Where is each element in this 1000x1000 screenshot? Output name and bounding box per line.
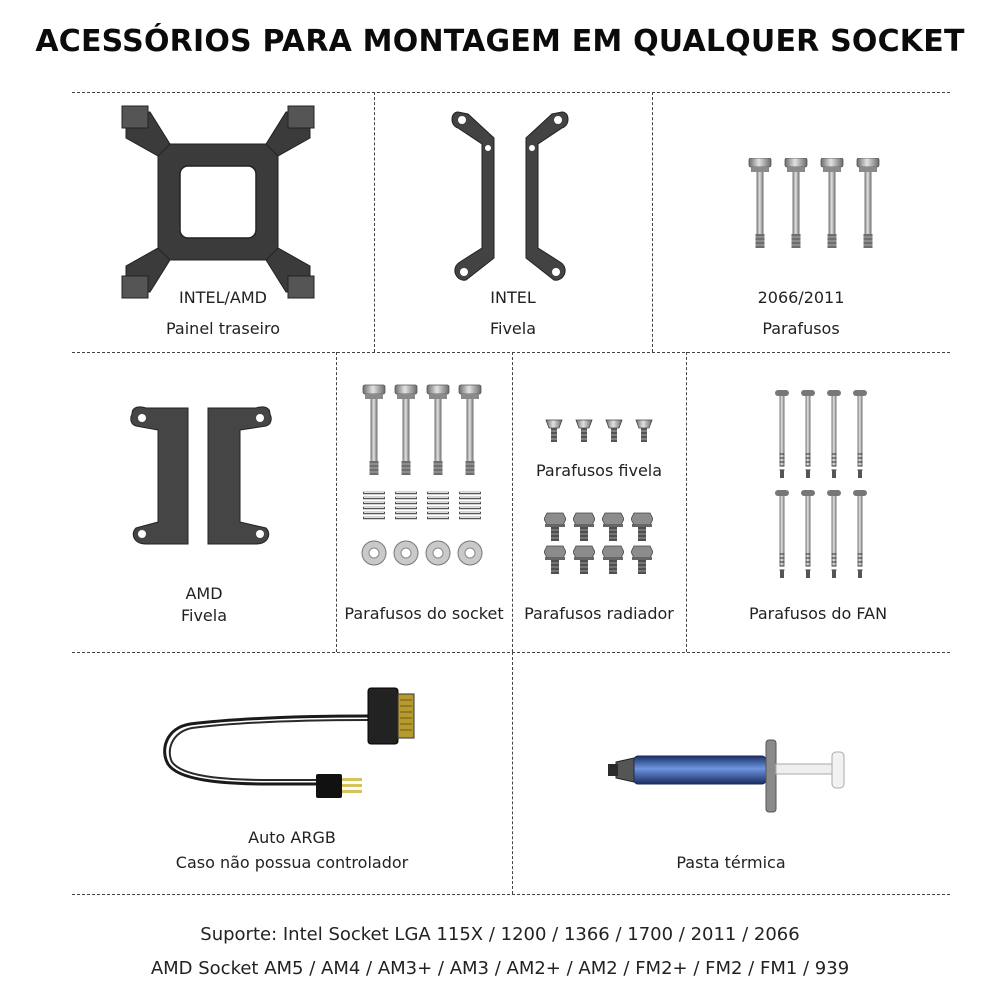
divider — [72, 652, 950, 653]
fan-screws-icon — [772, 390, 872, 582]
divider — [652, 92, 653, 352]
long-bolts-icon — [748, 158, 888, 250]
fivela-screws-icon — [544, 418, 654, 444]
divider — [72, 352, 950, 353]
argb-label-1: Auto ARGB — [248, 828, 336, 847]
support-intel-text: Suporte: Intel Socket LGA 115X / 1200 / 1366 / 1700 / 2011 / 2066 — [200, 924, 800, 945]
intel-bracket-label-1: INTEL — [490, 288, 536, 307]
amd-bracket-icon — [128, 404, 274, 548]
fan-screws-label: Parafusos do FAN — [748, 604, 888, 623]
amd-bracket-label-2: Fivela — [180, 606, 228, 625]
socket-screws-icon — [360, 384, 488, 570]
page-title: ACESSÓRIOS PARA MONTAGEM EM QUALQUER SOCKET — [35, 24, 965, 59]
divider — [72, 92, 950, 93]
socket-screws-label: Parafusos do socket — [344, 604, 504, 623]
backplate-icon — [118, 104, 318, 300]
bolts-2066-label-2: Parafusos — [762, 319, 840, 338]
intel-bracket-icon — [448, 108, 572, 284]
radiator-screws-icon — [544, 512, 654, 576]
thermal-paste-label: Pasta térmica — [676, 853, 786, 872]
divider — [72, 894, 950, 895]
thermal-paste-icon — [606, 736, 856, 816]
radiator-screws-label: Parafusos radiador — [524, 604, 674, 623]
amd-bracket-label-1: AMD — [185, 584, 223, 603]
backplate-label-1: INTEL/AMD — [179, 288, 267, 307]
fivela-screws-label: Parafusos fivela — [535, 461, 663, 480]
bolts-2066-label-1: 2066/2011 — [757, 288, 845, 307]
intel-bracket-label-2: Fivela — [489, 319, 537, 338]
argb-label-2: Caso não possua controlador — [175, 853, 409, 872]
support-amd-text: AMD Socket AM5 / AM4 / AM3+ / AM3 / AM2+ / AM2 / FM2+ / FM2 / FM1 / 939 — [150, 958, 850, 979]
argb-cable-icon — [160, 680, 420, 812]
backplate-label-2: Painel traseiro — [166, 319, 280, 338]
divider — [374, 92, 375, 352]
